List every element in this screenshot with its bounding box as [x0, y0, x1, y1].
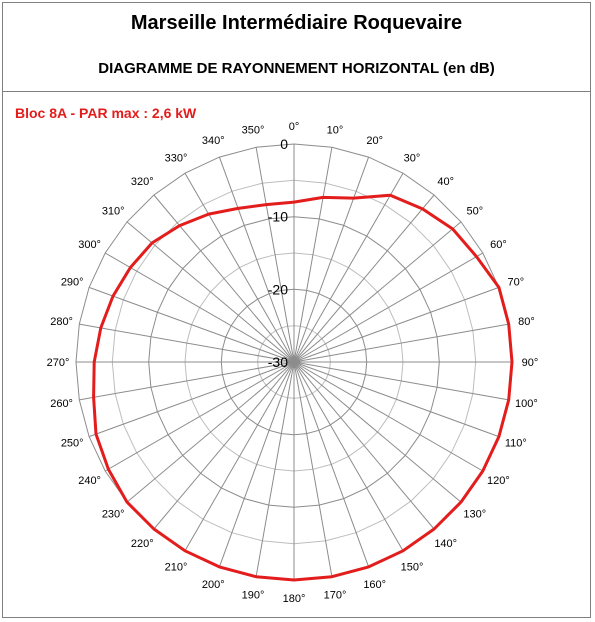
- angle-tick-label: 120°: [487, 475, 510, 487]
- radial-tick-label: -30: [267, 354, 288, 370]
- angle-tick-label: 10°: [326, 124, 344, 137]
- angle-tick-label: 330°: [164, 152, 188, 165]
- angle-tick-label: 60°: [490, 239, 507, 251]
- angle-tick-label: 220°: [130, 537, 154, 550]
- angle-tick-label: 0°: [288, 121, 300, 133]
- angle-tick-label: 310°: [101, 205, 125, 218]
- angle-tick-label: 270°: [46, 357, 70, 369]
- radial-tick-label: -20: [267, 281, 288, 298]
- angle-tick-label: 130°: [463, 508, 487, 521]
- angle-tick-label: 170°: [323, 589, 347, 602]
- angle-tick-label: 320°: [130, 176, 154, 189]
- angle-tick-label: 340°: [201, 135, 225, 148]
- bloc-label: Bloc 8A - PAR max : 2,6 kW: [15, 105, 197, 121]
- angle-tick-label: 80°: [518, 316, 535, 328]
- angle-tick-label: 100°: [515, 398, 538, 410]
- angle-tick-label: 30°: [403, 152, 421, 165]
- angle-tick-label: 150°: [400, 561, 424, 574]
- angle-tick-label: 140°: [434, 537, 458, 550]
- angle-tick-label: 250°: [60, 437, 84, 450]
- angle-tick-label: 160°: [363, 578, 387, 591]
- angle-tick-label: 260°: [50, 398, 73, 410]
- angle-tick-label: 190°: [241, 589, 265, 602]
- angle-tick-label: 280°: [50, 316, 73, 328]
- angle-tick-label: 230°: [101, 508, 125, 521]
- angle-tick-label: 90°: [521, 357, 539, 369]
- angle-tick-label: 200°: [201, 578, 225, 591]
- angle-tick-label: 50°: [466, 205, 484, 218]
- radial-tick-label: 0: [280, 136, 288, 152]
- angle-tick-label: 20°: [366, 135, 384, 148]
- angle-tick-label: 210°: [164, 561, 188, 574]
- angle-tick-label: 180°: [282, 593, 306, 605]
- angle-tick-label: 350°: [241, 124, 265, 137]
- angle-tick-label: 110°: [504, 437, 527, 450]
- angle-tick-label: 290°: [60, 276, 84, 289]
- chart-subtitle: DIAGRAMME DE RAYONNEMENT HORIZONTAL (en dB): [98, 60, 495, 77]
- angle-tick-label: 40°: [437, 176, 455, 189]
- radial-tick-label: -10: [267, 208, 288, 225]
- angle-tick-label: 300°: [78, 239, 101, 251]
- angle-tick-label: 70°: [507, 276, 525, 289]
- angle-tick-label: 240°: [78, 475, 101, 487]
- chart-title: Marseille Intermédiaire Roquevaire: [130, 12, 463, 34]
